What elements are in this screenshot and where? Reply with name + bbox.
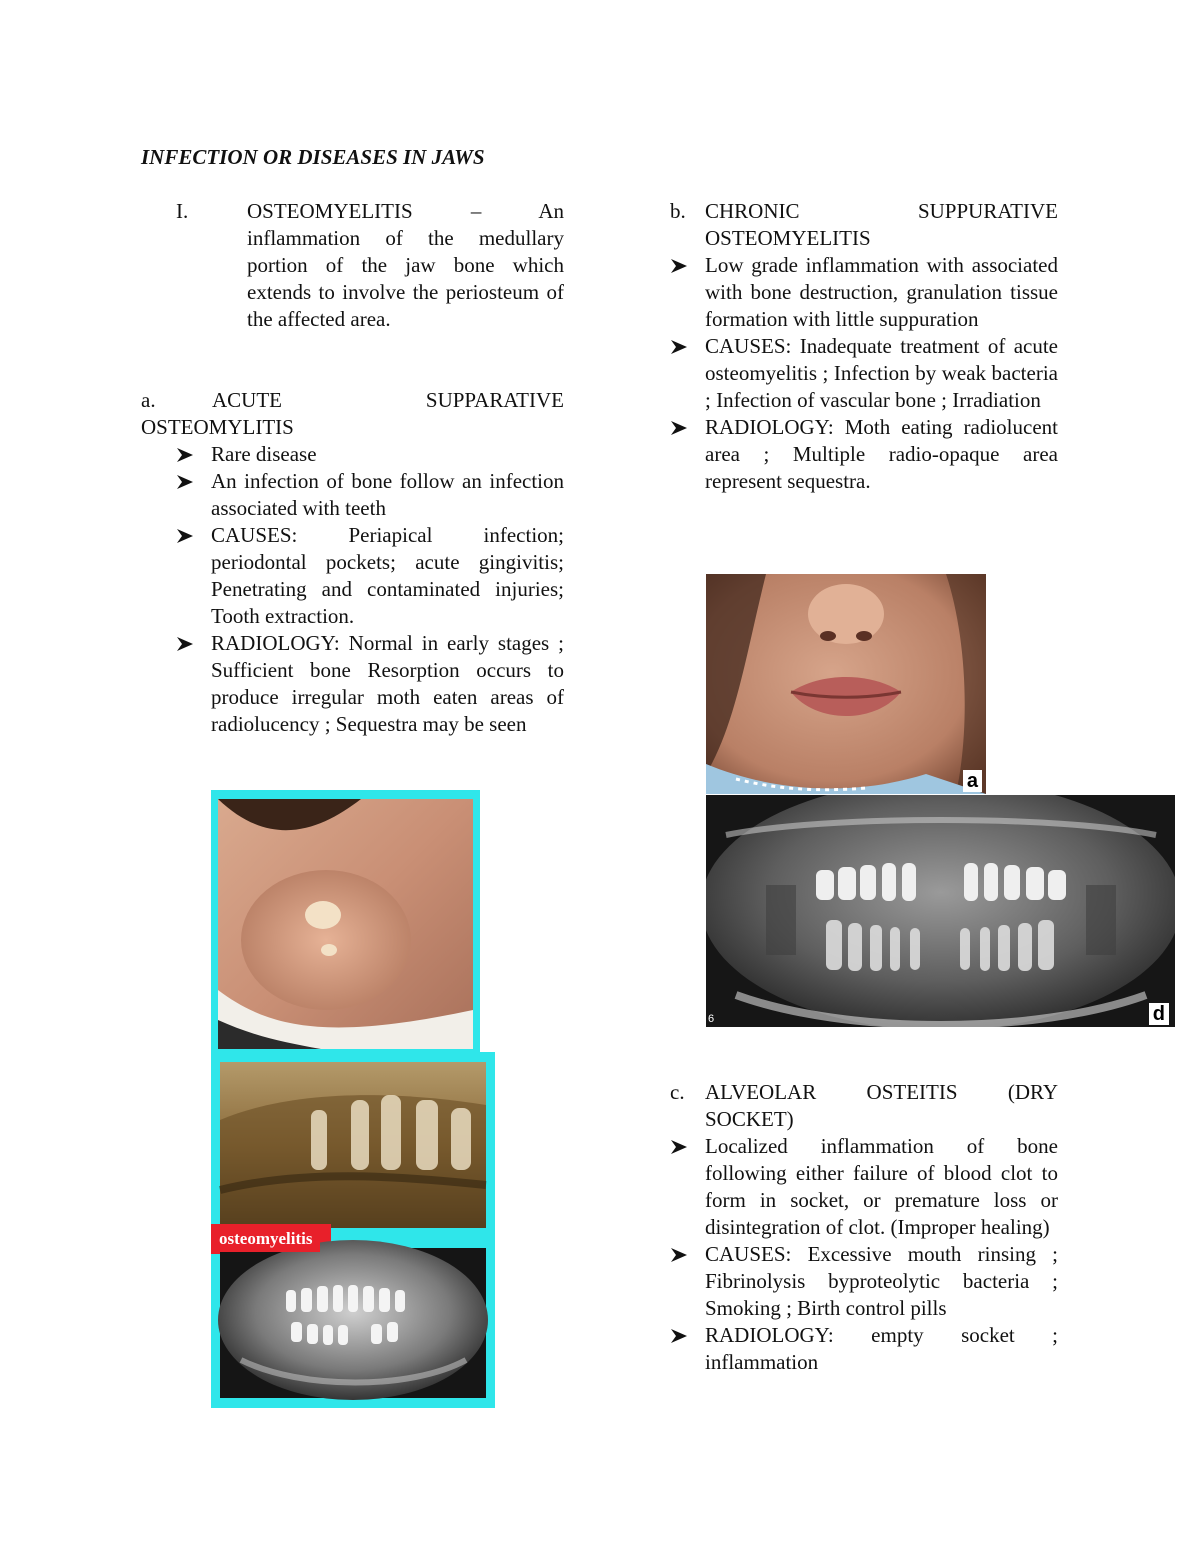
list-item-text: RADIOLOGY: Normal in early stages ; Sufficient bone Resorption occurs to produce irregular moth eaten areas of radiolucency ; Sequestra may be seen [211, 631, 564, 736]
acute-bullet-list [176, 441, 564, 738]
list-item-text: CAUSES: Periapical infection; periodontal pockets; acute gingivitis; Penetrating and contaminated injuries; Tooth extraction. [211, 523, 564, 628]
chronic-panoramic-xray [706, 795, 1175, 1027]
panoramic-xray-image [706, 795, 1175, 1027]
alveolar-section [670, 1079, 1058, 1376]
arrow-bullet-icon [670, 414, 705, 436]
list-item [176, 441, 564, 468]
acute-heading-line1: ACUTE SUPPARATIVE [212, 388, 564, 412]
list-item-text: RADIOLOGY: empty socket ; inflammation [705, 1323, 1058, 1374]
chronic-marker: b. [670, 199, 686, 223]
arrow-bullet-icon [176, 522, 211, 544]
list-item [670, 1241, 1058, 1322]
page-title: INFECTION OR DISEASES IN JAWS [141, 145, 485, 169]
list-item-text: Low grade inflammation with associated with bone destruction, granulation tissue formation with little suppuration [705, 253, 1058, 331]
list-item-text: Rare disease [211, 442, 317, 466]
list-item-text: CAUSES: Excessive mouth rinsing ; Fibrinolysis byproteolytic bacteria ; Smoking ; Birth control pills [705, 1242, 1058, 1320]
list-item [670, 333, 1058, 414]
chronic-face-photo [706, 574, 986, 794]
acute-heading-line2: OSTEOMYLITIS [141, 415, 294, 439]
list-item [670, 1133, 1058, 1241]
alveolar-marker: c. [670, 1080, 685, 1104]
left-column [141, 198, 564, 738]
chronic-bullet-list [670, 252, 1058, 495]
figure-label-d: d [1149, 1003, 1169, 1025]
arrow-bullet-icon [176, 468, 211, 490]
list-item-text: Localized inflammation of bone following either failure of blood clot to form in socket, or premature loss or disintegration of clot. (Improper healing) [705, 1134, 1058, 1239]
arrow-bullet-icon [670, 1241, 705, 1263]
list-item [670, 252, 1058, 333]
section-marker: I. [176, 199, 189, 223]
arrow-bullet-icon [176, 630, 211, 652]
list-item [176, 630, 564, 738]
arrow-bullet-icon [176, 441, 211, 463]
list-item-text: An infection of bone follow an infection associated with teeth [211, 469, 564, 520]
list-item-text: CAUSES: Inadequate treatment of acute osteomyelitis ; Infection by weak bacteria ; Infection of vascular bone ; Irradiation [705, 334, 1058, 412]
arrow-bullet-icon [670, 252, 705, 274]
list-item [670, 414, 1058, 495]
list-item [176, 522, 564, 630]
chronic-heading-text: CHRONIC SUPPURATIVE OSTEOMYELITIS [705, 199, 1058, 250]
acute-marker: a. [141, 388, 156, 412]
figure-small-mark: 6 [708, 1013, 715, 1025]
alveolar-bullet-list [670, 1133, 1058, 1376]
section-osteomyelitis [141, 198, 564, 333]
osteomyelitis-definition: OSTEOMYELITIS – An inflammation of the medullary portion of the jaw bone which extends to involve the periosteum of the affected area. [247, 199, 564, 331]
list-item [176, 468, 564, 522]
right-column [670, 198, 1058, 495]
arrow-bullet-icon [670, 333, 705, 355]
alveolar-heading-text: ALVEOLAR OSTEITIS (DRY SOCKET) [705, 1080, 1058, 1131]
list-item [670, 1322, 1058, 1376]
list-item-text: RADIOLOGY: Moth eating radiolucent area ; Multiple radio-opaque area represent sequestra. [705, 415, 1058, 493]
acute-heading [141, 387, 564, 441]
chronic-heading [670, 198, 1058, 252]
acute-osteomyelitis-images [211, 790, 495, 1408]
osteomyelitis-caption: osteomyelitis [211, 1226, 320, 1252]
arrow-bullet-icon [670, 1322, 705, 1344]
face-photo-image [706, 574, 986, 794]
acute-osteomyelitis-figure [211, 790, 495, 1408]
arrow-bullet-icon [670, 1133, 705, 1155]
alveolar-heading [670, 1079, 1058, 1133]
figure-label-a: a [963, 770, 982, 792]
